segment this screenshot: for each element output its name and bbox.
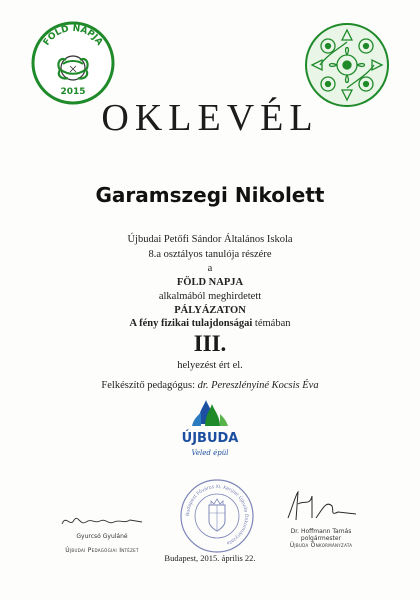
- event-name: FÖLD NAPJA: [176, 277, 244, 288]
- stamp-text: Budapest Főváros XI. Kerület Újbuda Önkormányzata: [185, 484, 249, 546]
- competition-label: PÁLYÁZATON: [174, 305, 246, 316]
- fold-napja-logo: [30, 20, 116, 106]
- brand-name: ÚJBUDA: [181, 431, 239, 446]
- place-and-date: Budapest, 2015. április 22.: [164, 553, 256, 563]
- brand-slogan: Veled épül: [191, 449, 229, 457]
- right-signature-scribble: [282, 488, 362, 524]
- placement-text: helyezést ért el.: [177, 360, 243, 371]
- left-signature-scribble: [58, 512, 146, 530]
- official-stamp: [178, 477, 256, 555]
- left-signer-org: Újbudai Pedagógiai Intézet: [65, 547, 139, 554]
- class-line: 8.a osztályos tanulója részére: [148, 249, 272, 260]
- document-title: OKLEVÉL: [101, 97, 319, 139]
- right-signer-role: polgármester: [300, 535, 342, 542]
- right-signer-name: Dr. Hoffmann Tamás: [290, 528, 352, 535]
- recipient-name: Garamszegi Nikolett: [95, 183, 325, 207]
- left-signer-name: Gyurcsó Gyuláné: [76, 533, 128, 540]
- placement: III.: [193, 331, 227, 356]
- teacher-name: dr. Pereszlényiné Kocsis Éva: [197, 380, 319, 391]
- right-signer-org: Újbuda Önkormányzata: [289, 542, 353, 549]
- right-signer-block: [266, 528, 376, 549]
- teacher-label: Felkészítő pedagógus:: [101, 380, 198, 391]
- school-name: Újbudai Petőfi Sándor Általános Iskola: [127, 234, 293, 245]
- topic-suffix: témában: [252, 318, 291, 329]
- topic-line: [0, 318, 420, 329]
- logo-arc-text: FÖLD NAPJA: [41, 23, 105, 48]
- left-signer-block: [52, 533, 152, 554]
- logo-year: 2015: [60, 87, 86, 97]
- announced-text: alkalmából meghirdetett: [158, 291, 262, 302]
- teacher-line: [0, 380, 420, 391]
- topic-title: A fény fizikai tulajdonságai: [129, 318, 253, 329]
- connector-text: a: [207, 263, 213, 274]
- ujbuda-logo: [168, 398, 252, 468]
